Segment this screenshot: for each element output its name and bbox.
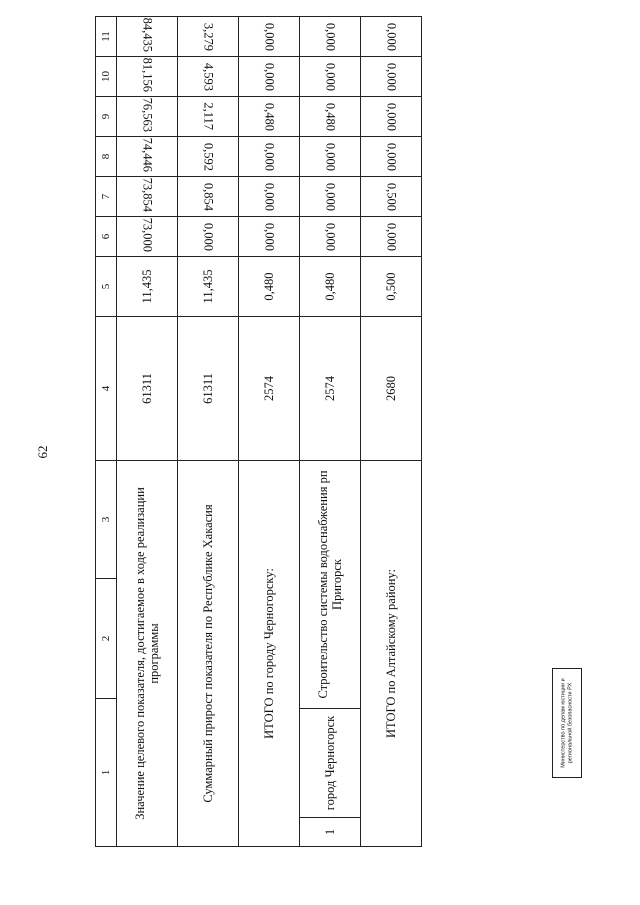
- cell-value: 84,435: [117, 17, 178, 57]
- cell-col4: 2574: [239, 317, 300, 461]
- table-row-chernogorsk-total: [239, 17, 300, 847]
- page-number: 62: [35, 445, 50, 459]
- cell-value: 0,000: [361, 217, 422, 257]
- cell-value: 0,000: [300, 17, 361, 57]
- header-cell-8: 8: [96, 137, 117, 177]
- row-label-group: [300, 461, 361, 847]
- cell-value: 81,156: [117, 57, 178, 97]
- table-row-altai-total: [361, 17, 422, 847]
- cell-value: 4,593: [178, 57, 239, 97]
- row-label: Суммарный прирост показателя по Республике Хакасия: [178, 461, 239, 847]
- cell-value: 74,446: [117, 137, 178, 177]
- cell-value: 73,854: [117, 177, 178, 217]
- header-cell-9: 9: [96, 97, 117, 137]
- cell-value: 2,117: [178, 97, 239, 137]
- rotated-table-area: [95, 17, 418, 847]
- cell-col4: 61311: [178, 317, 239, 461]
- cell-value: 0,000: [361, 17, 422, 57]
- table-row-chernogorsk-project: [300, 17, 361, 847]
- project-subtable: [300, 461, 360, 846]
- cell-value: 73,000: [117, 217, 178, 257]
- indicator-table: [95, 16, 422, 847]
- header-cell-4: 4: [96, 317, 117, 461]
- header-cell-11: 11: [96, 17, 117, 57]
- cell-value: 0,000: [239, 217, 300, 257]
- cell-col5: 11,435: [117, 257, 178, 317]
- row-label: ИТОГО по городу Черногорску:: [239, 461, 300, 847]
- cell-value: 0,000: [178, 217, 239, 257]
- cell-value: 0,000: [239, 177, 300, 217]
- cell-col4: 2680: [361, 317, 422, 461]
- cell-value: 76,563: [117, 97, 178, 137]
- cell-value: 0,000: [239, 137, 300, 177]
- project-name: Строительство системы водоснабжения рп Пригорск: [315, 470, 344, 699]
- cell-value: 3,279: [178, 17, 239, 57]
- header-cell-2: 2: [96, 579, 117, 699]
- cell-value: 0,000: [300, 177, 361, 217]
- cell-col5: 0,500: [361, 257, 422, 317]
- cell-value: 0,000: [361, 137, 422, 177]
- header-cell-6: 6: [96, 217, 117, 257]
- cell-value: 0,000: [361, 57, 422, 97]
- cell-col4: 2574: [300, 317, 361, 461]
- row-label: ИТОГО по Алтайскому району:: [361, 461, 422, 847]
- cell-value: 0,000: [239, 17, 300, 57]
- cell-value: 0,480: [239, 97, 300, 137]
- cell-value: 0,000: [361, 97, 422, 137]
- cell-value: 0,000: [300, 57, 361, 97]
- ministry-stamp: [552, 668, 582, 778]
- header-row: [96, 17, 117, 847]
- cell-col5: 0,480: [239, 257, 300, 317]
- cell-col5: 0,480: [300, 257, 361, 317]
- header-cell-3: 3: [96, 461, 117, 579]
- cell-value: 0,000: [300, 217, 361, 257]
- cell-value: 0,592: [178, 137, 239, 177]
- header-cell-10: 10: [96, 57, 117, 97]
- header-cell-5: 5: [96, 257, 117, 317]
- cell-value: 0,854: [178, 177, 239, 217]
- city-name: город Черногорск: [300, 709, 360, 818]
- cell-value: 0,000: [300, 137, 361, 177]
- header-cell-1: 1: [96, 699, 117, 847]
- cell-value: 0,500: [361, 177, 422, 217]
- stamp-text: Министерство по делам юстиции и региональной безопасности РХ: [560, 678, 573, 768]
- table-row-target-value: [117, 17, 178, 847]
- cell-col4: 61311: [117, 317, 178, 461]
- table-row-total-increase: [178, 17, 239, 847]
- cell-value: 0,000: [239, 57, 300, 97]
- cell-value: 0,480: [300, 97, 361, 137]
- header-cell-7: 7: [96, 177, 117, 217]
- row-number: 1: [300, 818, 360, 847]
- cell-col5: 11,435: [178, 257, 239, 317]
- row-label: Значение целевого показателя, достигаемое в ходе реализации программы: [117, 461, 178, 847]
